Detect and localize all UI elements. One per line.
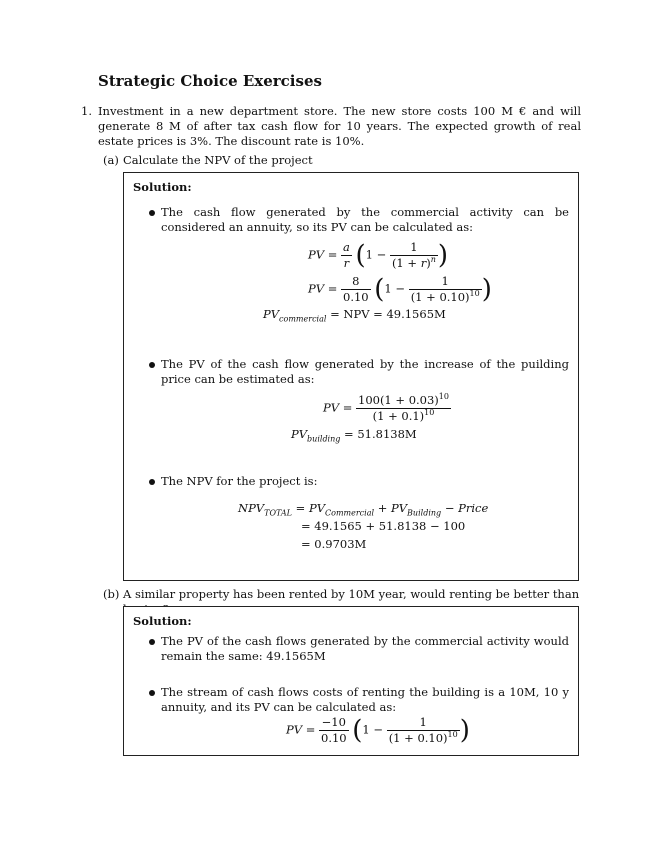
solution-label-b: Solution:: [133, 614, 192, 628]
formula-pv-building-result: $PV_{building} = 51.8138M$: [291, 427, 417, 444]
npv-line3: = 0.9703M: [301, 537, 367, 551]
formula-pv-rent: PV = $\frac{-10}{0.10}$ (1 − $\frac{1}{(1 + 0.10)^{10}}$ ): [286, 715, 470, 746]
bullet-dot: [149, 690, 155, 696]
formula-pv-annuity: PV = $\frac{a}{r}$ (1 − $\frac{1}{(1 + r)^n}$ ): [308, 240, 448, 271]
page-title: Strategic Choice Exercises: [98, 72, 322, 90]
problem-text: Investment in a new department store. The new store costs 100 M € and will generate 8 M of after tax cash flow for 10 years. The expected growth of real estate prices is 3%. The discount rate is 10%.: [98, 104, 581, 148]
bullet-dot: [149, 362, 155, 368]
bullet-a1-text: The cash flow generated by the commercial activity can be considered an annuity, so its PV can be calculated as:: [161, 205, 569, 234]
formula-npv-total: $NPV_{TOTAL} = PV_{Commercial} + PV_{Building}$ − Price: [238, 501, 489, 518]
solution-label-a: Solution:: [133, 180, 192, 194]
part-a-question: Calculate the NPV of the project: [123, 153, 313, 167]
bullet-dot: [149, 210, 155, 216]
part-a-label: (a): [103, 153, 119, 167]
formula-npv-line3: [301, 537, 366, 552]
bullet-b1-text: The PV of the cash flows generated by the commercial activity would remain the same: 49.1565M: [161, 634, 569, 663]
pv-commercial-result: = NPV = 49.1565M: [330, 307, 446, 321]
bullet-dot: [149, 479, 155, 485]
npv-line2: = 49.1565 + 51.8138 − 100: [301, 519, 466, 533]
part-b-label: (b): [103, 587, 120, 601]
problem-number: 1.: [81, 104, 92, 118]
pv-building-result: = 51.8138M: [344, 427, 417, 441]
formula-npv-line2: [301, 519, 465, 534]
bullet-a2-text: The PV of the cash flow generated by the increase of the puilding price can be estimated as:: [161, 357, 569, 386]
bullet-b2-text: The stream of cash flows costs of renting the building is a 10M, 10 y annuity, and its PV can be calculated as:: [161, 685, 569, 714]
bullet-dot: [149, 639, 155, 645]
part-b-question: A similar property has been rented by 10M year, would renting be better than: [123, 587, 580, 601]
bullet-a3-text: The NPV for the project is:: [161, 474, 318, 488]
formula-pv-building: PV = $\frac{100(1 + 0.03)^{10}}{(1 + 0.1)^{10}}$: [323, 392, 449, 423]
formula-pv-commercial: $PV_{commercial}$ = NPV = 49.1565M: [263, 307, 446, 324]
formula-pv-numeric: PV = $\frac{8}{0.10}$ (1 − $\frac{1}{(1 + 0.10)^{10}}$ ): [308, 274, 492, 305]
